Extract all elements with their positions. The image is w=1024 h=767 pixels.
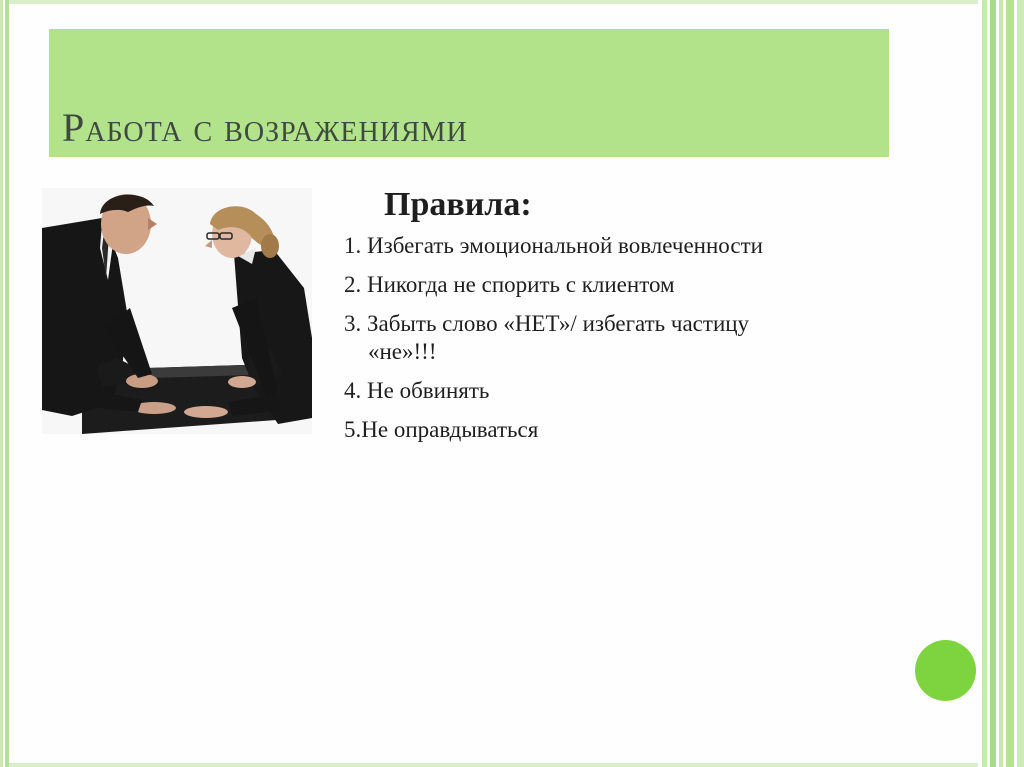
rule-item-3 (344, 310, 904, 366)
rule-item-4 (344, 377, 904, 405)
decorative-green-dot (915, 640, 976, 701)
rule-text: 4. Не обвинять (344, 378, 490, 403)
slide-title: Работа с возражениями (62, 105, 468, 150)
rule-text: 3. Забыть слово «НЕТ»/ избегать частицу (344, 311, 750, 336)
rules-list (344, 232, 904, 455)
rule-text: 2. Никогда не спорить с клиентом (344, 272, 675, 297)
rule-item-1 (344, 232, 904, 260)
rule-item-2 (344, 271, 904, 299)
rule-text: 5.Не оправдываться (344, 417, 539, 442)
right-decorative-stripes (978, 0, 1024, 767)
rules-heading: Правила: (384, 186, 532, 223)
top-border (0, 0, 1024, 4)
rule-text-continuation: «не»!!! (368, 339, 437, 364)
left-border (0, 0, 9, 767)
rule-item-5 (344, 416, 904, 444)
bottom-border (0, 763, 1024, 767)
rule-text: 1. Избегать эмоциональной вовлеченности (344, 233, 763, 258)
business-argument-photo (42, 188, 312, 434)
